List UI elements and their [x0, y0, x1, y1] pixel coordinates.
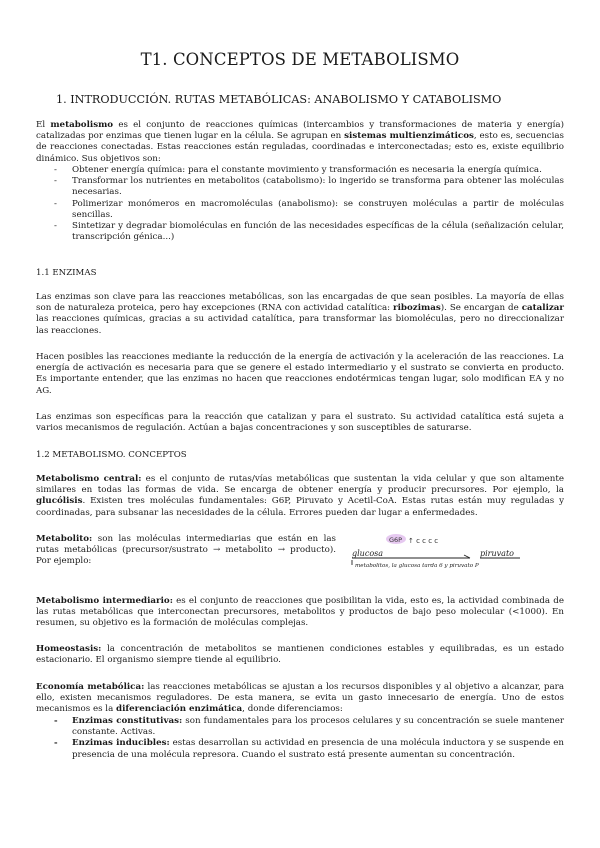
list-item — [36, 199, 564, 221]
paragraph-metabolismo — [36, 120, 564, 165]
dash-bullet: - — [54, 738, 58, 749]
paragraph-metabolito — [36, 534, 336, 568]
dash-bullet: - — [54, 176, 57, 187]
section-heading-introduccion: 1. INTRODUCCIÓN. RUTAS METABÓLICAS: ANABOLISMO Y CATABOLISMO — [56, 93, 502, 106]
list-item — [36, 176, 564, 198]
paragraph-enzimas-2: Hacen posibles las reacciones mediante la reducción de la energía de activación y la aceleración de las reacciones. La energía de activación es necesaria para que se genere el estado intermediario y el sustrato se convierta en producto. Es importante entender, que las enzimas no hacen que reacciones endotérmicas tengan lugar, solo modifican EA y no AG. — [36, 352, 564, 396]
paragraph-homeostasis — [36, 644, 564, 666]
text-run: ). Se encargan de — [440, 303, 522, 314]
subheading-enzimas: 1.1 ENZIMAS — [36, 268, 97, 278]
list-item-text: Obtener energía química: para el constante movimiento y transformación es necesaria la energía química. — [72, 165, 542, 175]
bold-term: Enzimas inducibles: — [72, 738, 170, 749]
bold-term: diferenciación enzimática — [116, 704, 243, 715]
list-item-text: Transformar los nutrientes en metabolitos (catabolismo): lo ingerido se transforma para obtener las moléculas necesarias. — [72, 176, 564, 198]
paragraph-economia-metabolica — [36, 682, 564, 716]
bold-term: catalizar — [521, 303, 565, 314]
subheading-metabolismo-conceptos: 1.2 METABOLISMO. CONCEPTOS — [36, 450, 187, 460]
bold-term: metabolismo — [50, 120, 114, 130]
list-item — [36, 716, 564, 738]
dash-bullet: - — [54, 165, 57, 175]
text-run: es el conjunto de reacciones químicas (intercambios y transformaciones de materia y energía) catalizadas por enzimas que tienen lugar en la célula. Se agrupan en — [36, 120, 564, 142]
text-run: la concentración de metabolitos se mantienen condiciones estables y equilibradas, es un estado estacionario. El organismo siempre tiende al equilibrio. — [36, 644, 564, 666]
text-run: es el conjunto de reacciones que posibilitan la vida, esto es, la actividad combinada de las rutas metabólicas que interconectan precursores, metabolitos y productos de bajo peso molecular (<1000). En resumen, su objetivo es la formación de moléculas complejas. — [36, 596, 564, 629]
enzyme-types-list — [36, 716, 564, 761]
list-item — [36, 738, 564, 760]
sketch-intermediates: ↑ c c c c — [408, 537, 439, 545]
dash-bullet: - — [54, 198, 57, 209]
bold-term: Homeostasis: — [36, 644, 102, 654]
text-run: , esto es, secuencias de reacciones conectadas. Estas reacciones están reguladas, coordinadas e interconectadas; esto es, existe equilibrio dinámico. Sus objetivos son: — [36, 131, 564, 164]
bold-term: Metabolito: — [36, 534, 93, 544]
bold-term: glucólisis — [36, 496, 83, 507]
text-run: , donde diferenciamos: — [242, 704, 343, 715]
bold-term: Enzimas constitutivas: — [72, 716, 183, 726]
text-run: las reacciones químicas, gracias a su actividad catalítica, para transformar las biomoléculas, pero no direccionalizar las reacciones. — [36, 314, 564, 336]
bold-term: Metabolismo intermediario: — [36, 596, 173, 606]
paragraph-metabolismo-central — [36, 474, 564, 519]
text-run: . Existen tres moléculas fundamentales: G6P, Piruvato y Acetil-CoA. Estas rutas están muy reguladas y coordinadas, para subsanar las necesidades de la célula. Errores pueden dar lugar a enfermedades. — [36, 496, 564, 518]
sketch-glucosa: glucosa — [352, 549, 384, 558]
bold-term: sistemas multienzimáticos — [344, 131, 474, 142]
paragraph-metabolismo-intermediario — [36, 596, 564, 630]
sketch-note: metabolitos, la glucosa tarda 6 y piruvato P — [355, 563, 479, 569]
dash-bullet: - — [54, 716, 58, 726]
page-title: T1. CONCEPTOS DE METABOLISMO — [140, 50, 460, 69]
text-run: El — [36, 120, 51, 130]
list-item — [36, 221, 564, 243]
sketch-piruvato: piruvato — [480, 549, 514, 558]
dash-bullet: - — [54, 221, 57, 232]
bold-term: ribozimas — [393, 303, 441, 314]
paragraph-enzimas-3: Las enzimas son específicas para la reacción que catalizan y para el sustrato. Su actividad catalítica está sujeta a varios mecanismos de regulación. Actúan a bajas concentraciones y son susceptibles de saturarse. — [36, 412, 564, 434]
bold-term: Economía metabólica: — [36, 682, 145, 692]
text-run: las reacciones metabólicas se ajustan a los recursos disponibles y al objetivo a alcanzar, para ello, existen mecanismos reguladores. De esta manera, se evita un gasto innecesario de energía. Uno de estos mecanismos es la — [36, 682, 565, 715]
objectives-list — [36, 165, 564, 243]
sketch-arrow-head — [464, 555, 470, 558]
list-item-text: Sintetizar y degradar biomoléculas en función de las necesidades específicas de la célula (señalización celular, transcripción génica...) — [72, 221, 564, 243]
handwritten-sketch — [340, 534, 580, 574]
sketch-g6p: G6P — [389, 536, 403, 544]
list-item-text: Polimerizar monómeros en macromoléculas (anabolismo): se construyen moléculas a partir de moléculas sencillas. — [72, 198, 564, 220]
list-item-text: estas desarrollan su actividad en presencia de una molécula inductora y se suspende en presencia de una molécula represora. Cuando el sustrato está presente aumentan su concentración. — [72, 738, 564, 760]
text-run: son las moléculas intermediarias que están en las rutas metabólicas (precursor/sustrato → metabolito → producto). Por ejemplo: — [36, 534, 336, 567]
paragraph-enzimas-1 — [36, 292, 564, 337]
text-run: Las enzimas son clave para las reacciones metabólicas, son las encargadas de que sean posibles. La mayoría de ellas son de naturaleza proteica, pero hay excepciones (RNA con actividad catalítica: — [36, 292, 564, 314]
bold-term: Metabolismo central: — [36, 474, 142, 484]
list-item — [36, 165, 564, 176]
list-item-text: son fundamentales para los procesos celulares y su concentración se suele mantener constante. Activas. — [72, 716, 564, 738]
text-run: es el conjunto de rutas/vías metabólicas que sustentan la vida celular y que son altamente similares en todas las formas de vida. Se encarga de obtener energía y producir precursores. Por ejemplo, la — [36, 474, 564, 496]
